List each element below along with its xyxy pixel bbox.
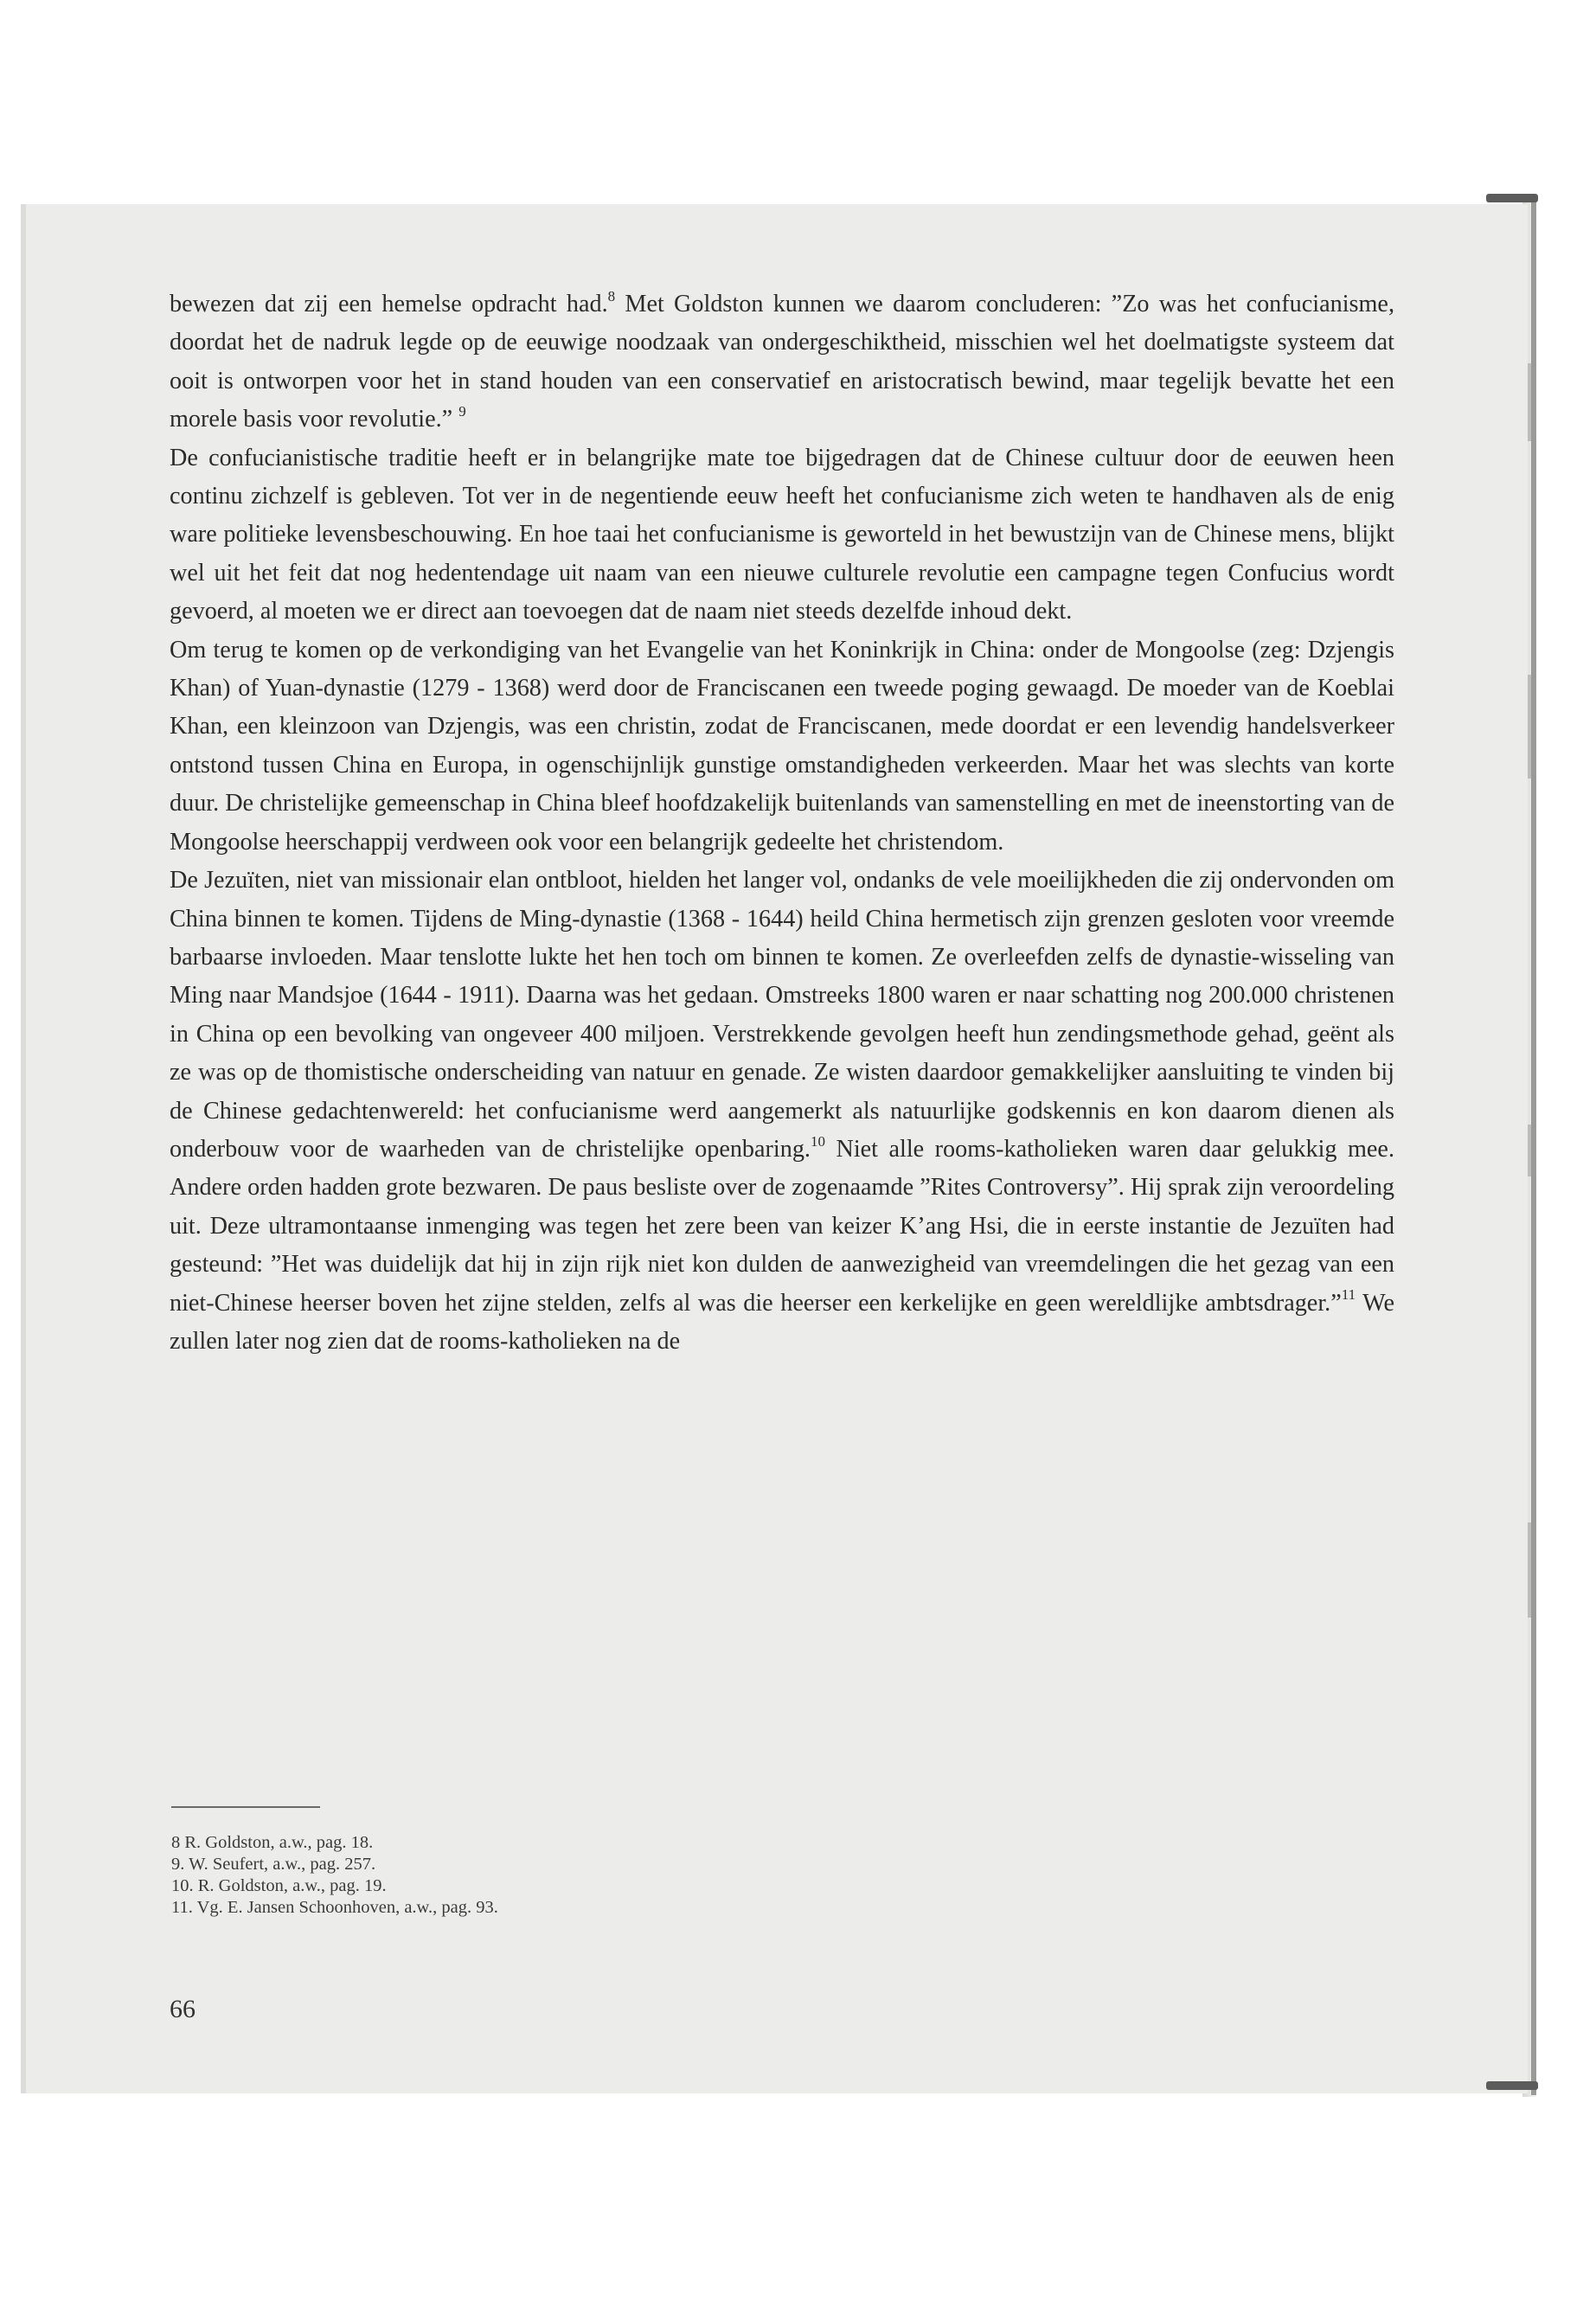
- paragraph-text: De Jezuïten, niet van missionair elan ontbloot, hielden het langer vol, ondanks de vele moeilijkheden die zij ondervonden om China binnen te komen. Tijdens de Ming-dynastie (1368 - 1644) heild China hermetisch zijn grenzen gesloten voor vreemde barbaarse invloeden. Maar tenslotte lukte het hen toch om binnen te komen. Ze overleefden zelfs de dynastie-wisseling van Ming naar Mandsjoe (1644 - 1911). Daarna was het gedaan. Omstreeks 1800 waren er naar schatting nog 200.000 christenen in China op een bevolking van ongeveer 400 miljoen. Verstrekkende gevolgen heeft hun zendingsmethode gehad, geënt als ze was op de thomistische onderscheiding van natuur en genade. Ze wisten daardoor gemakkelijker aansluiting te vinden bij de Chinese gedachtenwereld: het confucianisme werd aangemerkt als natuurlijke godskennis en kon daarom dienen als onderbouw voor de waarheden van de christelijke openbaring.: [170, 867, 1394, 1163]
- paragraph-text: Om terug te komen op de verkondiging van het Evangelie van het Koninkrijk in China: onder de Mongoolse (zeg: Dzjengis Khan) of Yuan-dynastie (1279 - 1368) werd door de Franciscanen een tweede poging gewaagd. De moeder van de Koeblai Khan, een kleinzoon van Dzjengis, was een christin, zodat de Franciscanen, mede doordat er een levendig handelsverkeer ontstond tussen China en Europa, in ogenschijnlijk gunstige omstandigheden verkeerden. Maar het was slechts van korte duur. De christelijke gemeenschap in China bleef hoofdzakelijk buitenlands van samenstelling en met de ineenstorting van de Mongoolse heerschappij verdween ook voor een belangrijk gedeelte het christendom.: [170, 636, 1395, 856]
- paragraph-text: De confucianistische traditie heeft er in belangrijke mate toe bijgedragen dat de Chinese cultuur door de eeuwen heen continu zichzelf is gebleven. Tot ver in de negentiende eeuw heeft het confucianisme zich weten te handhaven als de enig ware politieke levensbeschouwing. En hoe taai het confucianisme is geworteld in het bewustzijn van de Chinese mens, blijkt wel uit het feit dat nog hedentendage uit naam van een nieuwe culturele revolutie een campagne tegen Confucius wordt gevoerd, al moeten we er direct aan toevoegen dat de naam niet steeds dezelfde inhoud dekt.: [170, 444, 1394, 625]
- paragraph: [170, 862, 1394, 1361]
- paragraph: [170, 285, 1394, 439]
- binding-clip-bottom: [1486, 2081, 1538, 2090]
- paragraph-text: bewezen dat zij een hemelse opdracht had.: [170, 291, 608, 317]
- footnote: 10. R. Goldston, a.w., pag. 19.: [171, 1876, 387, 1895]
- footnote: 9. W. Seufert, a.w., pag. 257.: [171, 1855, 376, 1874]
- footnote-reference: 10: [810, 1132, 825, 1150]
- paragraph: [170, 439, 1394, 631]
- edge-mark: [1528, 1125, 1531, 1176]
- edge-mark: [1528, 1522, 1531, 1618]
- edge-mark: [1528, 363, 1531, 441]
- footnote-reference: 9: [458, 402, 466, 420]
- footnote-reference: 11: [1341, 1286, 1356, 1304]
- paragraph-text: We zullen later nog zien dat de rooms-katholieken na de: [170, 1289, 1394, 1355]
- paragraph-text: Niet alle rooms-katholieken waren daar gelukkig mee. Andere orden hadden grote bezwaren. De paus besliste over de zogenaamde ”Rites Controversy”. Hij sprak zijn veroordeling uit. Deze ultramontaanse inmenging was tegen het zere been van keizer K’ang Hsi, die in eerste instantie de Jezuïten had gesteund: ”Het was duidelijk dat hij in zijn rijk niet kon dulden de aanwezigheid van vreemdelingen die het gezag van een niet-Chinese heerser boven het zijne stelden, zelfs al was die heerser een kerkelijke en geen wereldlijke ambtsdrager.”: [170, 1135, 1394, 1317]
- paragraph-text: Met Goldston kunnen we daarom concluderen: ”Zo was het confucianisme, doordat het de nadruk legde op de eeuwige noodzaak van ondergeschiktheid, misschien wel het doelmatigste systeem dat ooit is ontworpen voor het in stand houden van een conservatief en aristocratisch bewind, maar tegelijk bevatte het een morele basis voor revolutie.”: [170, 291, 1394, 433]
- footnote: 8 R. Goldston, a.w., pag. 18.: [171, 1833, 374, 1852]
- binding-clip-top: [1486, 194, 1538, 202]
- footnote: 11. Vg. E. Jansen Schoonhoven, a.w., pag. 93.: [171, 1898, 498, 1917]
- body-text: [170, 285, 1394, 1361]
- footnote-separator: [171, 1806, 320, 1808]
- footnote-reference: 8: [607, 287, 616, 304]
- page-number: 66: [170, 1995, 195, 2023]
- footnotes: [171, 1832, 498, 1919]
- edge-mark: [1528, 675, 1531, 779]
- book-spine-edge: [1531, 199, 1536, 2095]
- paragraph: [170, 631, 1394, 862]
